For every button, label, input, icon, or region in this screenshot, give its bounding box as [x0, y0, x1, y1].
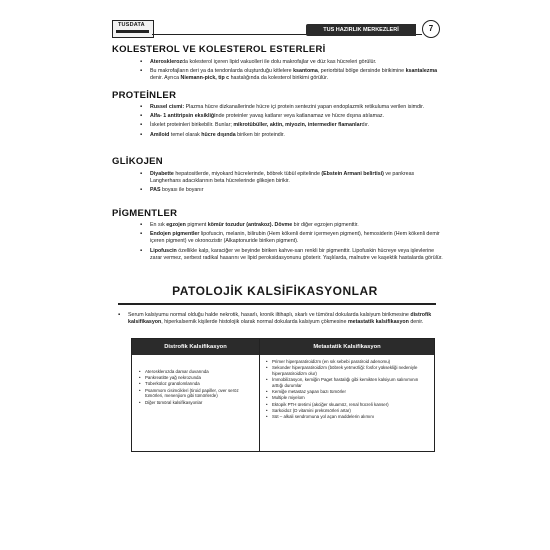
list-item: ▪ En sık egzojen pigment kömür tozudur (antrakoz). Dövme bir diğer egzojen pigmenttir. — [140, 222, 445, 229]
logo-text: TUSDATA — [118, 22, 145, 28]
table-item: • Sekonder hiperparatiroidizm (böbrek yetmezliği: fosfor yüksekliği nedeniyle hiperparatiroidizm olur) — [265, 365, 429, 377]
table-item: • Ektopik PTH üretimi (akciğer skuamöz, renal hücreli kanser) — [265, 402, 429, 408]
heading-pigmentler: PİGMENTLER — [112, 208, 178, 219]
heading-proteinler: PROTEİNLER — [112, 90, 177, 101]
header-section-title: TUS HAZIRLIK MERKEZLERİ — [306, 24, 416, 36]
table-divider — [259, 339, 260, 451]
page-number: 7 — [422, 20, 440, 38]
heading-kolesterol: KOLESTEROL VE KOLESTEROL ESTERLERİ — [112, 44, 326, 55]
table-item: • İmmobilizasyon, kemiğin Paget hastalığı gibi kemikten kalsiyum salınımının arttığı durumlar — [265, 377, 429, 389]
table-item: • Pankreatitte yağ nekrozunda — [138, 375, 255, 381]
list-item: ▪ Alfa- 1 antitripsin eksikliğinde proteinler yavaş katlanır veya katlanamaz ve hücre dışına atılamaz. — [140, 113, 445, 120]
table-item: • Primer hiperparatiroidizm (en sık sebebi paratiroid adenomu) — [265, 359, 429, 365]
section-title-patolojik: PATOLOJİK KALSİFİKASYONLAR — [172, 284, 378, 298]
bullet-icon: ▪ — [118, 312, 121, 318]
list-item: ▪ Amiloid temel olarak hücre dışında biriken bir proteindir. — [140, 132, 445, 139]
page-header — [112, 20, 442, 40]
list-proteinler — [140, 104, 445, 141]
table-header-metastatik: Metastatik Kalsifikasyon — [260, 339, 434, 355]
intro-paragraph: ▪ Serum kalsiyumu normal olduğu halde nekrotik, hasarlı, kronik iltihaplı, skarlı ve tümöral dokularda kalsiyum birikmesine distrofik kalsifikasyon, hiperkalsemik kişilerde histolojik olarak normal dokularda kalsiyum çökmesine metastatik kalsifikasyon denir. — [118, 312, 432, 326]
list-item: ▪ Lipofuscin özellikle kalp, karaciğer ve beyinde biriken kahve-sarı renkli bir pigmenttir. Lipofuskin hücreye veya işlevlerine zarar vermez, serbest radikal hasarını ve lipid peroksidasyonunu gösterir. Yaşlılarda, malnutre ve kaşektik hastalarda görülür. — [140, 248, 445, 262]
distrofik-list — [138, 369, 255, 406]
list-item: ▪ İskelet proteinleri birikebilir. Bunlar; mikrotübüller, aktin, miyozin, intermedier flamanlardır. — [140, 122, 445, 129]
table-item: • Aterosklerozda damar duvarında — [138, 369, 255, 375]
tusdata-logo — [112, 20, 154, 38]
list-kolesterol — [140, 59, 445, 85]
list-item: ▪ PAS boyası ile boyanır — [140, 187, 445, 194]
table-item: • Multiple miyelom — [265, 395, 429, 401]
list-item: ▪ Endojen pigmentler lipofuscin, melanin, bilirubin (Hem kökenli demir içermeyen pigment), hemosiderin (Hem kökenli demir içeren pigment) ve okronozistir (Alkaptonuride biriken pigment). — [140, 231, 445, 245]
table-item: • Tüberküloz granülomlarında — [138, 381, 255, 387]
list-glikojen — [140, 171, 445, 197]
section-rule — [118, 303, 436, 305]
logo-bar — [116, 30, 149, 33]
list-pigmentler — [140, 222, 445, 264]
list-item: ▪ Aterosklerozda kolesterol içeren lipid vakuolleri ile dolu makrofajlar ve düz kas hücreleri görülür. — [140, 59, 445, 66]
table-item: • Psammom cisimcikleri (tiroid papiller, over seröz tümörleri, menenjiom gibi tümörlerde) — [138, 388, 255, 400]
table-item: • Sarkoidoz (D vitamini prekürsörleri artar) — [265, 408, 429, 414]
heading-glikojen: GLİKOJEN — [112, 156, 163, 167]
table-item: • Diğer tümöral kalsifikasyonlar — [138, 400, 255, 406]
calcification-table — [131, 338, 435, 452]
table-item: • Süt – alkali sendromuna yol açan maddelerin alımını — [265, 414, 429, 420]
metastatik-list — [265, 359, 429, 420]
list-item: ▪ Diyabette hepatositlerde, miyokard hücrelerinde, böbrek tübül epitelinde (Ebstein Armani belirtisi) ve pankreas Langherhans adacıklarının beta hücrelerinde glikojen birikir. — [140, 171, 445, 185]
list-item: ▪ Russel cismi: Plazma hücre dizkanallerinde hücre içi protein sentezini yapan endoplazmik retikuluma verilen isimdir. — [140, 104, 445, 111]
table-header-distrofik: Distrofik Kalsifikasyon — [132, 339, 259, 355]
list-item: ▪ Bu makrofajların deri ya da tendonlarda oluşturduğu kitlelere ksantoma, periorbital bölge dersinde birikimine ksantalezma denir. Ayrıca Niemann-pick, tip c hastalığında da kolesterol birikimi görülür. — [140, 68, 445, 82]
table-item: • Kemiğe metastaz yapan bazı tümörler — [265, 389, 429, 395]
